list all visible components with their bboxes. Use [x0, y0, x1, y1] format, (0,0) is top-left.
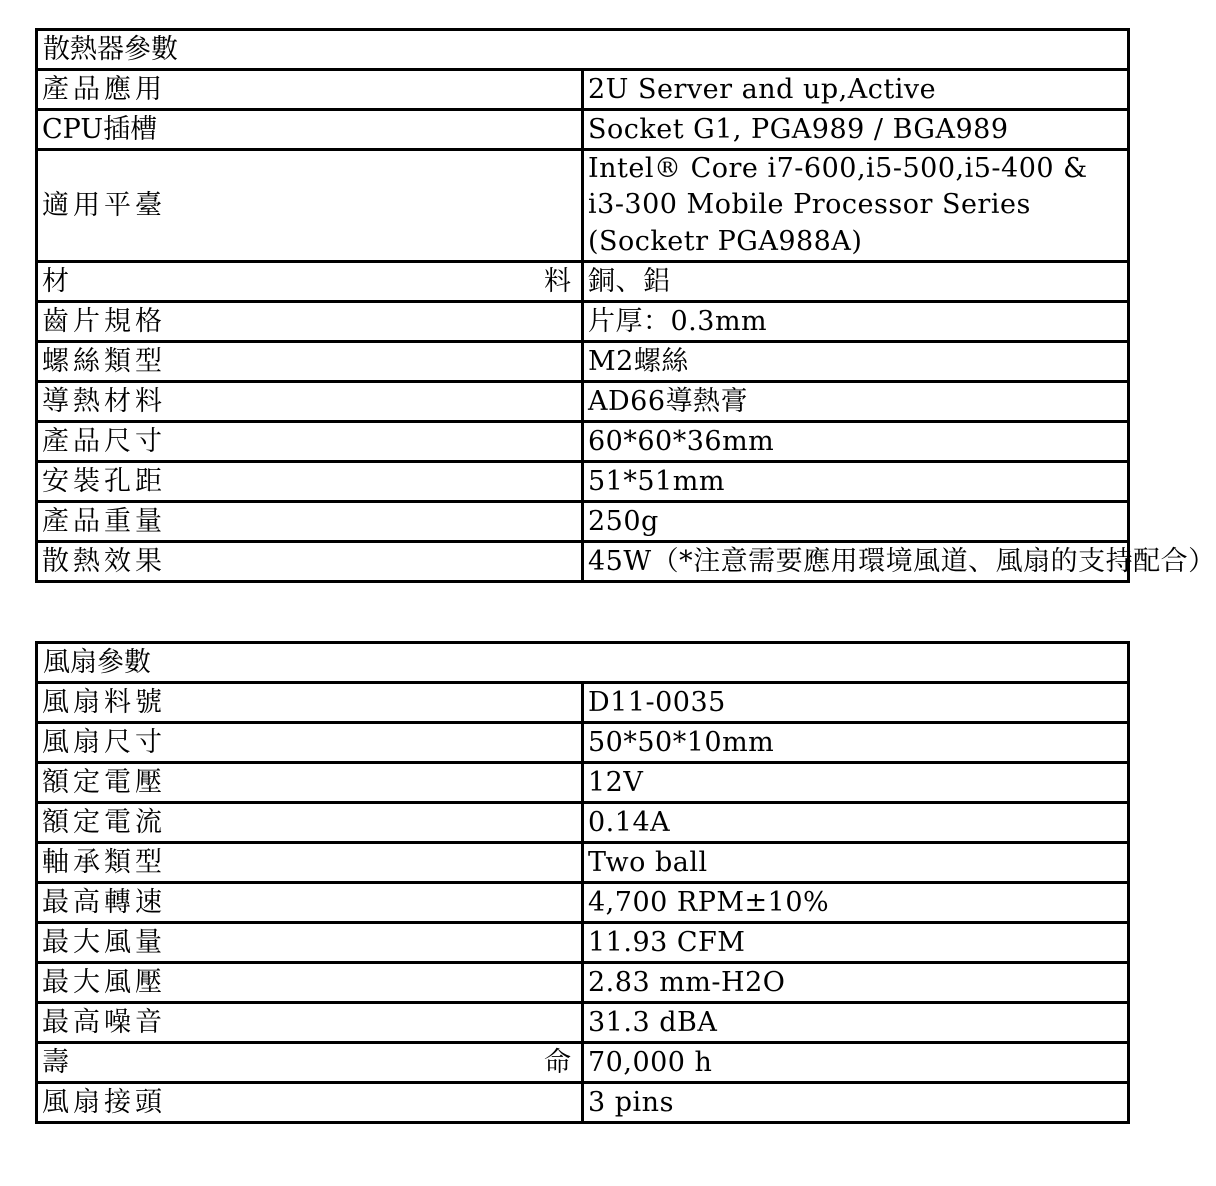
spec-label: 適用平臺 [37, 150, 583, 262]
spec-label: 風扇接頭 [37, 1083, 583, 1123]
spec-value: 45W（*注意需要應用環境風道、風扇的支持配合） [583, 542, 1129, 582]
table-row [37, 462, 1129, 502]
table-row [37, 70, 1129, 110]
spec-value: AD66導熱膏 [583, 382, 1129, 422]
spec-label-char: 壽 [42, 1046, 69, 1078]
table-row [37, 382, 1129, 422]
spec-label: 風扇料號 [37, 683, 583, 723]
table-row [37, 302, 1129, 342]
spec-label: 產品尺寸 [37, 422, 583, 462]
spec-label: 導熱材料 [37, 382, 583, 422]
spec-value: 51*51mm [583, 462, 1129, 502]
table-row [37, 1043, 1129, 1083]
table-row [37, 502, 1129, 542]
table-row [37, 542, 1129, 582]
table-title-row [37, 30, 1129, 70]
spec-label: 額定電流 [37, 803, 583, 843]
spaced-label [42, 1047, 577, 1078]
table-row [37, 763, 1129, 803]
spec-value: M2螺絲 [583, 342, 1129, 382]
spec-label: 最大風量 [37, 923, 583, 963]
heatsink-table-title: 散熱器參數 [37, 30, 1129, 70]
table-row [37, 110, 1129, 150]
spec-label: 螺絲類型 [37, 342, 583, 382]
table-row [37, 1083, 1129, 1123]
spec-value: 60*60*36mm [583, 422, 1129, 462]
spec-value: 31.3 dBA [583, 1003, 1129, 1043]
spec-label: 最高噪音 [37, 1003, 583, 1043]
spec-label: 齒片規格 [37, 302, 583, 342]
table-row [37, 342, 1129, 382]
spec-value: Two ball [583, 843, 1129, 883]
spec-value: 12V [583, 763, 1129, 803]
spec-label: 軸承類型 [37, 843, 583, 883]
spec-value: 50*50*10mm [583, 723, 1129, 763]
spec-label-char: 命 [544, 1046, 571, 1078]
spec-label: 安裝孔距 [37, 462, 583, 502]
spec-value: Intel® Core i7-600,i5-500,i5-400 & i3-300 Mobile Processor Series (Socketr PGA988A) [583, 150, 1129, 262]
spaced-label [42, 266, 577, 297]
spec-label: CPU插槽 [37, 110, 583, 150]
spec-value: Socket G1, PGA989 / BGA989 [583, 110, 1129, 150]
spec-value: 3 pins [583, 1083, 1129, 1123]
spec-value: 4,700 RPM±10% [583, 883, 1129, 923]
spec-value: 2.83 mm-H2O [583, 963, 1129, 1003]
table-row [37, 963, 1129, 1003]
spec-value: D11-0035 [583, 683, 1129, 723]
spec-label: 產品應用 [37, 70, 583, 110]
table-row [37, 723, 1129, 763]
heatsink-spec-table [35, 28, 1216, 583]
table-title-row [37, 643, 1129, 683]
spec-value: 250g [583, 502, 1129, 542]
spec-value: 2U Server and up,Active [583, 70, 1129, 110]
spec-value: 片厚：0.3mm [583, 302, 1129, 342]
table-row [37, 150, 1129, 262]
spec-label: 最大風壓 [37, 963, 583, 1003]
table-row [37, 422, 1129, 462]
spec-value: 70,000 h [583, 1043, 1129, 1083]
spec-value: 11.93 CFM [583, 923, 1129, 963]
spec-label: 產品重量 [37, 502, 583, 542]
spec-label-char: 料 [544, 266, 571, 298]
table-row [37, 262, 1129, 302]
spec-label: 散熱效果 [37, 542, 583, 582]
table-row [37, 923, 1129, 963]
spec-label [37, 262, 583, 302]
table-row [37, 883, 1129, 923]
fan-spec-table [35, 641, 1130, 1124]
spec-value: 銅、鋁 [583, 262, 1129, 302]
table-row [37, 803, 1129, 843]
spec-label: 額定電壓 [37, 763, 583, 803]
spec-label: 風扇尺寸 [37, 723, 583, 763]
fan-table-title: 風扇參數 [37, 643, 1129, 683]
table-row [37, 843, 1129, 883]
spec-value: 0.14A [583, 803, 1129, 843]
spec-label-char: 材 [42, 266, 69, 298]
table-row [37, 683, 1129, 723]
spec-label [37, 1043, 583, 1083]
spec-label: 最高轉速 [37, 883, 583, 923]
table-row [37, 1003, 1129, 1043]
